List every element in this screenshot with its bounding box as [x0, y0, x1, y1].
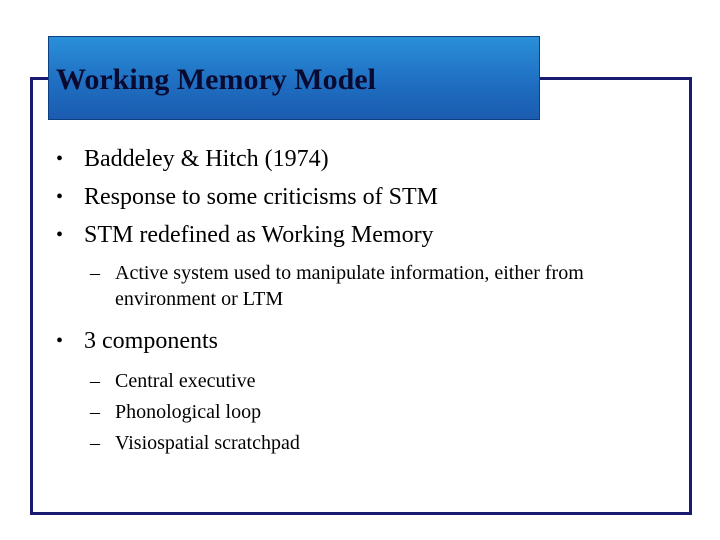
sub-bullet-item [56, 397, 686, 428]
dash-icon: – [90, 370, 100, 392]
dash-icon: – [90, 432, 100, 454]
bullet-item [56, 322, 686, 360]
dash-icon: – [90, 401, 100, 423]
slide-title: Working Memory Model [56, 63, 376, 96]
bullet-icon: • [56, 148, 64, 170]
slide-body [56, 140, 686, 459]
sub-bullet-text: Phonological loop [115, 401, 262, 423]
sub-bullet-item [56, 366, 686, 397]
bullet-item [56, 216, 686, 254]
bullet-text: Response to some criticisms of STM [84, 184, 438, 210]
sub-bullet-item [56, 260, 645, 312]
bullet-item [56, 140, 686, 178]
bullet-text: 3 components [84, 328, 218, 354]
bullet-icon: • [56, 330, 64, 352]
bullet-text: Baddeley & Hitch (1974) [84, 146, 329, 172]
sub-bullet-text: Visiospatial scratchpad [115, 432, 300, 454]
bullet-icon: • [56, 224, 64, 246]
dash-icon: – [90, 262, 100, 284]
bullet-item [56, 178, 686, 216]
sub-bullet-text: Central executive [115, 370, 256, 392]
bullet-text: STM redefined as Working Memory [84, 222, 434, 248]
bullet-icon: • [56, 186, 64, 208]
sub-bullet-item [56, 428, 686, 459]
sub-bullet-text: Active system used to manipulate information, either from environment or LTM [115, 262, 584, 310]
